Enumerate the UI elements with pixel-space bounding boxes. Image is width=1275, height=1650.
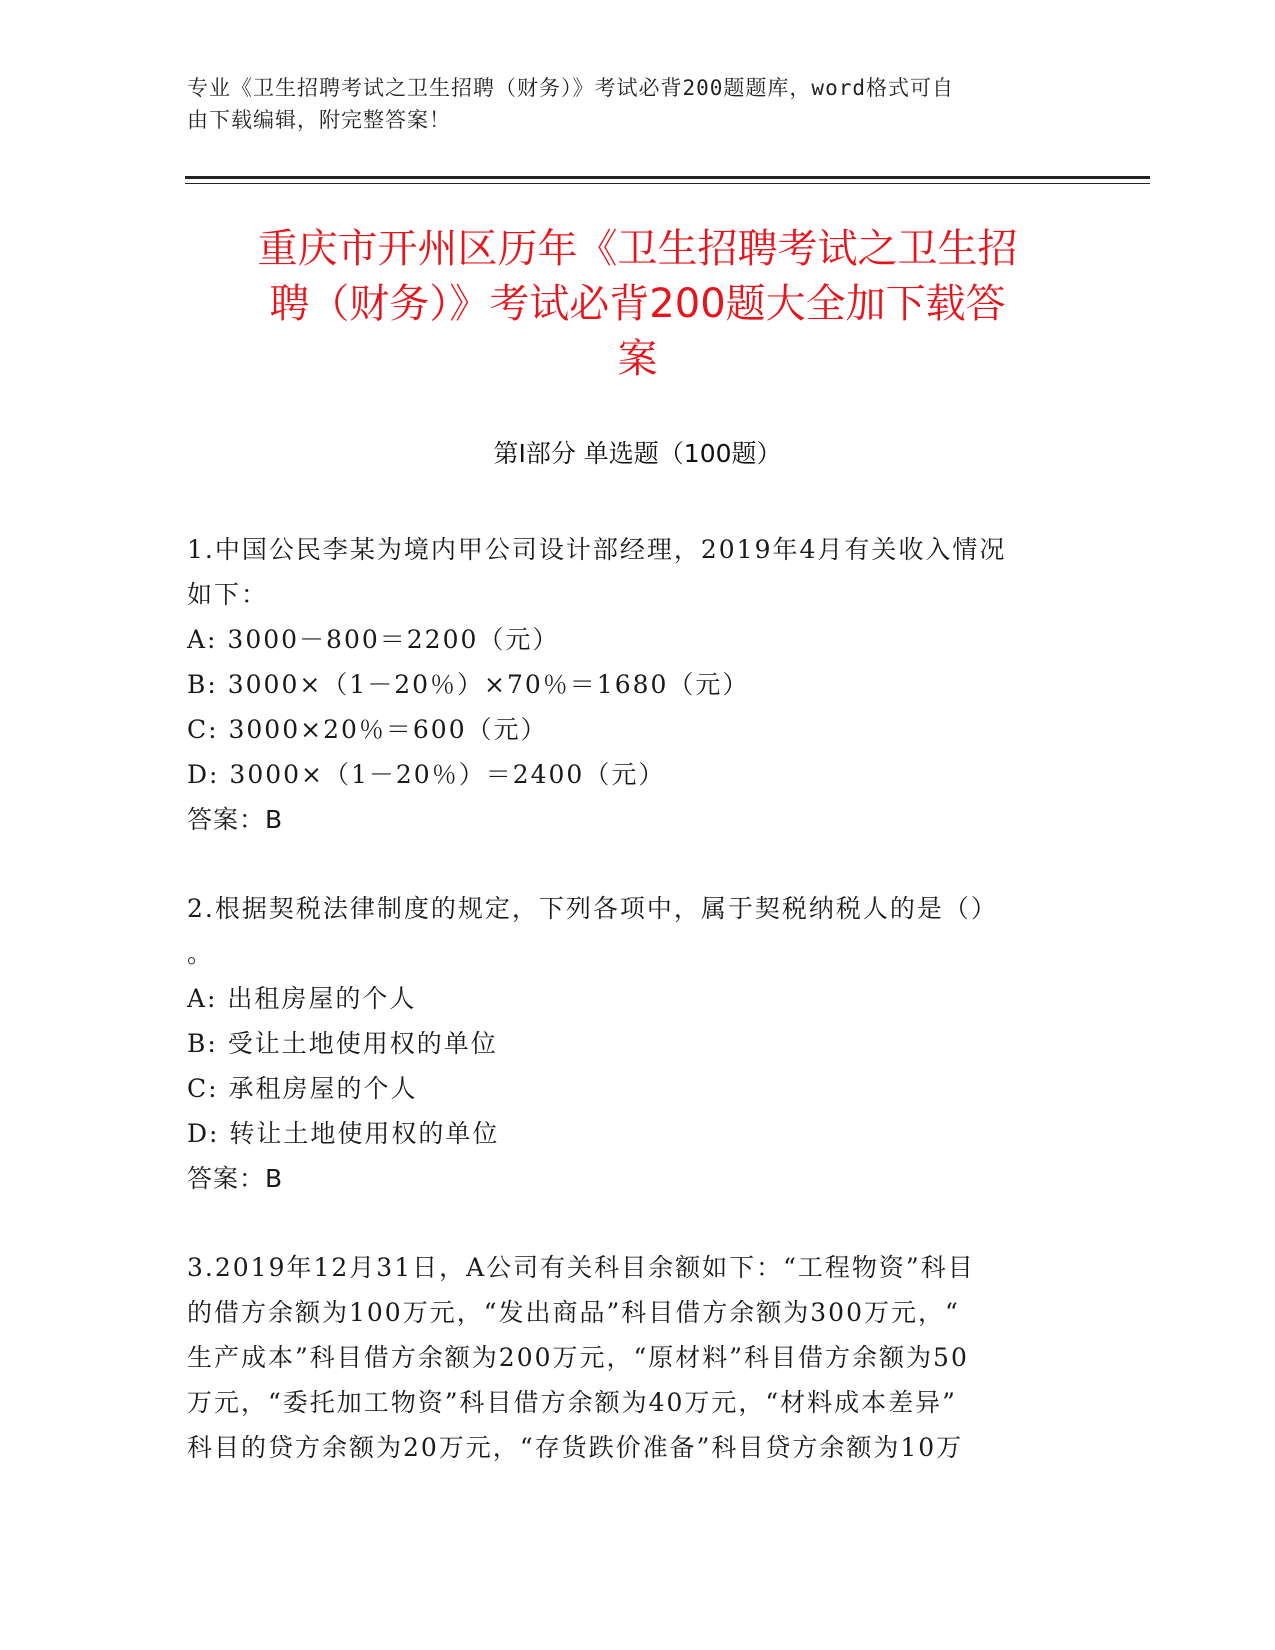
intro-text bbox=[187, 72, 1067, 136]
question-list bbox=[187, 527, 1067, 1514]
section-heading: 第I部分 单选题（100题） bbox=[493, 439, 782, 468]
title-line-1: 重庆市开州区历年《卫生招聘考试之卫生招 bbox=[257, 226, 1018, 272]
question-2 bbox=[187, 886, 1067, 1201]
question-stem-line: 万元，“委托加工物资”科目借方余额为40万元，“材料成本差异” bbox=[187, 1388, 957, 1417]
question-stem-line: 。 bbox=[187, 939, 215, 968]
intro-line-2: 由下载编辑，附完整答案！ bbox=[187, 108, 451, 132]
option-d: D: 转让土地使用权的单位 bbox=[187, 1119, 500, 1148]
question-stem-line: 科目的贷方余额为20万元，“存货跌价准备”科目贷方余额为10万 bbox=[187, 1433, 964, 1462]
header-rule-thick bbox=[185, 176, 1150, 179]
question-stem-line: 的借方余额为100万元，“发出商品”科目借方余额为300万元，“ bbox=[187, 1298, 960, 1327]
intro-line-1: 专业《卫生招聘考试之卫生招聘（财务）》考试必背200题题库，word格式可自 bbox=[187, 76, 954, 100]
header-rule-thin bbox=[185, 183, 1150, 184]
question-stem-line: 如下： bbox=[187, 580, 269, 609]
document-title bbox=[170, 222, 1105, 387]
option-c: C: 3000×20％＝600（元） bbox=[187, 715, 548, 744]
question-1 bbox=[187, 527, 1067, 842]
answer-label: 答案：B bbox=[187, 1164, 284, 1193]
option-b: B: 3000×（1－20％）×70％＝1680（元） bbox=[187, 670, 750, 699]
question-3 bbox=[187, 1245, 1067, 1470]
option-a: A: 出租房屋的个人 bbox=[187, 984, 417, 1013]
question-stem-line: 2.根据契税法律制度的规定，下列各项中，属于契税纳税人的是（） bbox=[187, 894, 998, 923]
title-line-3: 案 bbox=[617, 336, 658, 382]
option-a: A: 3000－800＝2200（元） bbox=[187, 625, 560, 654]
option-d: D: 3000×（1－20％）＝2400（元） bbox=[187, 760, 666, 789]
answer-label: 答案：B bbox=[187, 805, 284, 834]
question-stem-line: 3.2019年12月31日，A公司有关科目余额如下：“工程物资”科目 bbox=[187, 1253, 975, 1282]
question-stem-line: 1.中国公民李某为境内甲公司设计部经理，2019年4月有关收入情况 bbox=[187, 535, 1007, 564]
title-line-2: 聘（财务）》考试必背200题大全加下载答 bbox=[269, 281, 1006, 327]
option-b: B: 受让土地使用权的单位 bbox=[187, 1029, 498, 1058]
option-c: C: 承租房屋的个人 bbox=[187, 1074, 418, 1103]
question-stem-line: 生产成本”科目借方余额为200万元，“原材料”科目借方余额为50 bbox=[187, 1343, 969, 1372]
